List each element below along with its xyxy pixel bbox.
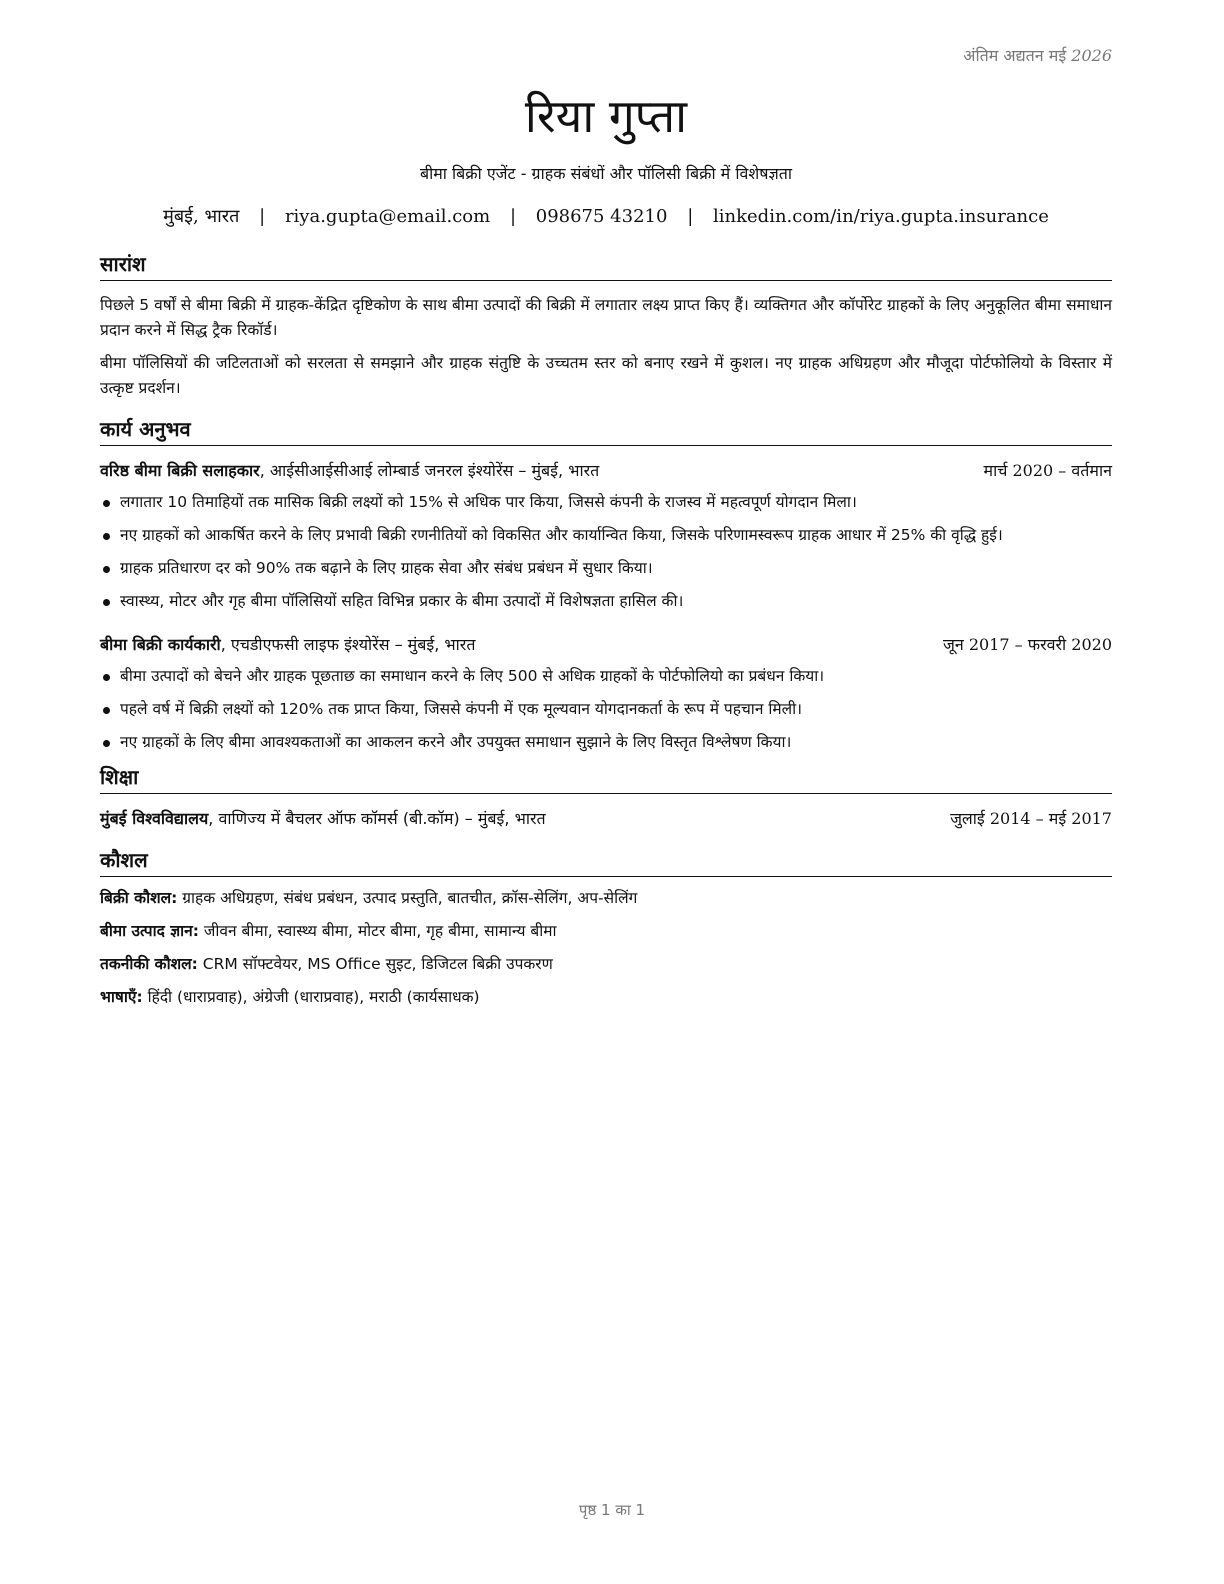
skill-value: CRM सॉफ्टवेयर, MS Office सुइट, डिजिटल बिक्री उपकरण (197, 955, 553, 973)
job-bullets (100, 490, 1112, 614)
summary-paragraph: बीमा पॉलिसियों की जटिलताओं को सरलता से समझाने और ग्राहक संतुष्टि के उच्चतम स्तर को बनाए रखने में कुशल। नए ग्राहक अधिग्रहण और मौजूदा पोर्टफोलियो के विस्तार में उत्कृष्ट प्रदर्शन। (100, 354, 1112, 397)
education-institution: मुंबई विश्वविद्यालय (100, 809, 209, 828)
skill-value: जीवन बीमा, स्वास्थ्य बीमा, मोटर बीमा, गृह बीमा, सामान्य बीमा (198, 922, 557, 940)
tagline: बीमा बिक्री एजेंट - ग्राहक संबंधों और पॉलिसी बिक्री में विशेषज्ञता (419, 164, 793, 183)
job-org: , आईसीआईसीआई लोम्बार्ड जनरल इंश्योरेंस – मुंबई, भारत (259, 461, 600, 480)
contact-line (100, 202, 1112, 232)
contact-phone: 098675 43210 (535, 206, 668, 227)
job-header (100, 632, 1112, 658)
job-dates: जून 2017 – फरवरी 2020 (943, 635, 1112, 654)
skills-title: कौशल (100, 846, 1112, 877)
contact-email[interactable]: riya.gupta@email.com (284, 206, 491, 227)
job-org: , एचडीएफसी लाइफ इंश्योरेंस – मुंबई, भारत (220, 635, 476, 654)
skill-label: भाषाएँ: (100, 988, 143, 1006)
job-bullet: नए ग्राहकों के लिए बीमा आवश्यकताओं का आकलन करने और उपयुक्त समाधान सुझाने के लिए विस्तृत विश्लेषण किया। (100, 730, 1112, 755)
job-dates: मार्च 2020 – वर्तमान (983, 461, 1112, 480)
skill-row (100, 886, 1112, 910)
education-section (100, 763, 1112, 832)
skills-list (100, 886, 1112, 1009)
last-updated-label: अंतिम अद्यतन मई (963, 46, 1067, 65)
skill-value: हिंदी (धाराप्रवाह), अंग्रेजी (धाराप्रवाह), मराठी (कार्यसाधक) (142, 988, 480, 1006)
job-bullet: स्वास्थ्य, मोटर और गृह बीमा पॉलिसियों सहित विभिन्न प्रकार के बीमा उत्पादों में विशेषज्ञता हासिल की। (100, 589, 1112, 614)
experience-title: कार्य अनुभव (100, 415, 1112, 446)
summary-paragraph: पिछले 5 वर्षों से बीमा बिक्री में ग्राहक-केंद्रित दृष्टिकोण के साथ बीमा उत्पादों की बिक्री में लगातार लक्ष्य प्राप्त किए हैं। व्यक्तिगत और कॉर्पोरेट ग्राहकों के लिए अनुकूलित बीमा समाधान प्रदान करने में सिद्ध ट्रैक रिकॉर्ड। (100, 296, 1112, 339)
job-header (100, 458, 1112, 484)
page-number: पृष्ठ 1 का 1 (578, 1501, 646, 1519)
skill-value: ग्राहक अधिग्रहण, संबंध प्रबंधन, उत्पाद प्रस्तुति, बातचीत, क्रॉस-सेलिंग, अप-सेलिंग (177, 889, 638, 907)
contact-separator: | (259, 206, 266, 227)
education-entry (100, 806, 1112, 832)
education-dates: जुलाई 2014 – मई 2017 (950, 809, 1112, 828)
job-bullets (100, 664, 1112, 755)
contact-separator: | (509, 206, 517, 227)
last-updated (963, 44, 1112, 66)
contact-location: मुंबई, भारत (163, 206, 240, 227)
summary-section (100, 250, 1112, 401)
job-entry (100, 632, 1112, 755)
contact-separator: | (687, 206, 694, 227)
job-bullet: पहले वर्ष में बिक्री लक्ष्यों को 120% तक प्राप्त किया, जिससे कंपनी में एक मूल्यवान योगदानकर्ता के रूप में पहचान मिली। (100, 697, 1112, 722)
education-degree: , वाणिज्य में बैचलर ऑफ कॉमर्स (बी.कॉम) – मुंबई, भारत (208, 809, 546, 828)
skill-label: तकनीकी कौशल: (100, 955, 198, 973)
contact-linkedin[interactable]: linkedin.com/in/riya.gupta.insurance (713, 206, 1049, 227)
last-updated-year: 2026 (1071, 46, 1112, 65)
skill-row (100, 919, 1112, 943)
job-entry (100, 458, 1112, 614)
education-title: शिक्षा (100, 763, 1112, 794)
skill-label: बीमा उत्पाद ज्ञान: (100, 922, 199, 940)
job-bullet: बीमा उत्पादों को बेचने और ग्राहक पूछताछ का समाधान करने के लिए 500 से अधिक ग्राहकों के पोर्टफोलियो का प्रबंधन किया। (100, 664, 1112, 689)
job-role: बीमा बिक्री कार्यकारी (100, 635, 221, 654)
skill-label: बिक्री कौशल: (100, 889, 178, 907)
job-role: वरिष्ठ बीमा बिक्री सलाहकार (100, 461, 260, 480)
candidate-name: रिया गुप्ता (524, 89, 688, 143)
job-bullet: नए ग्राहकों को आकर्षित करने के लिए प्रभावी बिक्री रणनीतियों को विकसित और कार्यान्वित किया, जिसके परिणामस्वरूप ग्राहक आधार में 25% की वृद्धि हुई। (100, 523, 1112, 548)
job-bullet: ग्राहक प्रतिधारण दर को 90% तक बढ़ाने के लिए ग्राहक सेवा और संबंध प्रबंधन में सुधार किया। (100, 556, 1112, 581)
job-bullet: लगातार 10 तिमाहियों तक मासिक बिक्री लक्ष्यों को 15% से अधिक पार किया, जिससे कंपनी के राजस्व में महत्वपूर्ण योगदान मिला। (100, 490, 1112, 515)
skill-row (100, 952, 1112, 976)
experience-section (100, 415, 1112, 755)
skill-row (100, 985, 1112, 1009)
skills-section (100, 846, 1112, 1009)
summary-title: सारांश (100, 250, 1112, 281)
